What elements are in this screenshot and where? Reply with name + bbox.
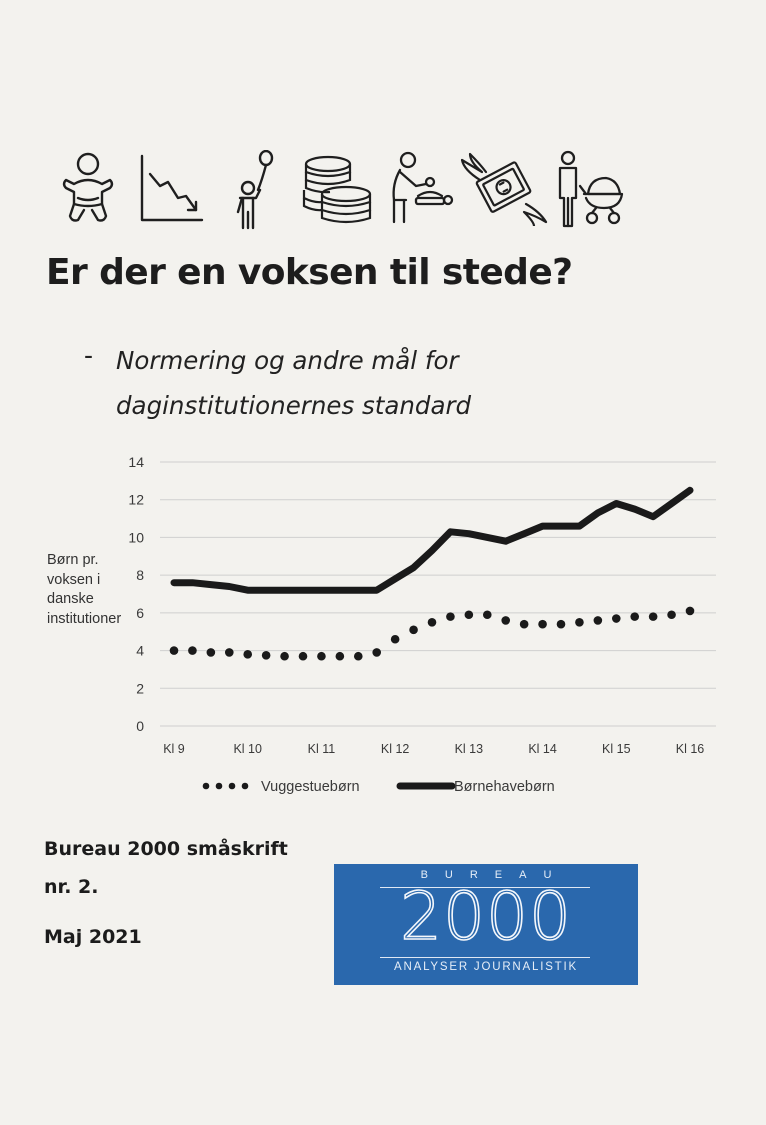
subtitle-line-1: Normering og andre mål for: [116, 346, 459, 375]
chart-y-ticks: [128, 454, 144, 734]
series-point-vuggestue: [354, 652, 363, 661]
series-point-vuggestue: [188, 646, 197, 655]
series-point-vuggestue: [262, 651, 271, 660]
series-point-vuggestue: [280, 652, 289, 661]
baby-icon: [60, 150, 116, 226]
y-tick-label: 10: [128, 529, 144, 546]
series-point-vuggestue: [372, 648, 381, 657]
legend-label-bornehave: Børnehavebørn: [454, 779, 555, 795]
legend-label-vuggestue: Vuggestuebørn: [261, 779, 360, 795]
series-point-vuggestue: [299, 652, 308, 661]
y-tick-label: 4: [136, 642, 144, 659]
series-point-vuggestue: [667, 610, 676, 619]
y-tick-label: 2: [136, 680, 144, 697]
series-point-vuggestue: [391, 635, 400, 644]
legend-marker-dotted: [216, 783, 223, 790]
series-point-vuggestue: [317, 652, 326, 661]
y-tick-label: 8: [136, 567, 144, 584]
diaper-changing-icon: [386, 150, 456, 226]
legend-marker-dotted: [229, 783, 236, 790]
series-point-vuggestue: [446, 612, 455, 621]
series-point-vuggestue: [612, 614, 621, 623]
series-point-vuggestue: [501, 616, 510, 625]
series-point-vuggestue: [575, 618, 584, 627]
flying-money-icon: [460, 150, 548, 226]
legend-marker-dotted: [203, 783, 210, 790]
chart-gridlines: [160, 462, 716, 726]
series-point-vuggestue: [465, 610, 474, 619]
series-point-vuggestue: [225, 648, 234, 657]
series-point-vuggestue: [594, 616, 603, 625]
logo-main-text: 2000: [400, 878, 572, 955]
declining-graph-icon: [138, 150, 204, 226]
parent-with-stroller-icon: [554, 150, 626, 230]
logo-rule-bottom: [380, 957, 590, 958]
legend-marker-dotted: [242, 783, 249, 790]
x-tick-label: Kl 11: [307, 742, 336, 756]
child-with-balloon-icon: [232, 150, 280, 230]
x-tick-label: Kl 10: [233, 742, 262, 756]
x-tick-label: Kl 15: [602, 742, 631, 756]
x-tick-label: Kl 9: [163, 742, 185, 756]
chart-x-ticks: [163, 742, 704, 756]
y-tick-label: 12: [128, 491, 144, 508]
icon-row: [60, 150, 630, 230]
series-point-vuggestue: [483, 610, 492, 619]
cover-title: Er der en voksen til stede?: [46, 252, 573, 293]
issue-number: nr. 2.: [44, 876, 99, 898]
x-tick-label: Kl 13: [454, 742, 484, 756]
chart-legend: [203, 779, 555, 795]
y-tick-label: 14: [128, 454, 144, 470]
x-tick-label: Kl 14: [528, 742, 557, 756]
bureau-2000-logo: [334, 864, 638, 985]
series-point-vuggestue: [170, 646, 179, 655]
coin-stacks-icon: [300, 150, 374, 226]
subtitle-line-2: daginstitutionernes standard: [116, 391, 472, 420]
series-point-vuggestue: [557, 620, 566, 629]
logo-bottom-text: ANALYSER JOURNALISTIK: [394, 961, 578, 973]
series-point-vuggestue: [243, 650, 252, 659]
y-label-line: voksen i: [47, 571, 101, 588]
series-point-vuggestue: [207, 648, 216, 657]
logo-top-text: BUREAU: [420, 869, 569, 881]
cover-subtitle: [116, 338, 636, 428]
series-point-vuggestue: [520, 620, 529, 629]
y-tick-label: 0: [136, 718, 144, 734]
series-point-vuggestue: [538, 620, 547, 629]
series-point-vuggestue: [630, 612, 639, 621]
line-chart: [0, 440, 766, 820]
x-tick-label: Kl 12: [380, 742, 410, 756]
series-point-vuggestue: [686, 607, 695, 616]
publication-date: Maj 2021: [44, 926, 142, 948]
x-tick-label: Kl 16: [675, 742, 705, 756]
series-point-vuggestue: [428, 618, 437, 627]
series-point-vuggestue: [649, 612, 658, 621]
series-point-vuggestue: [409, 626, 418, 635]
series-point-vuggestue: [336, 652, 345, 661]
y-tick-label: 6: [136, 604, 144, 621]
y-label-line: Børn pr.: [47, 552, 99, 568]
y-label-line: danske: [47, 591, 94, 607]
series-name: Bureau 2000 småskrift: [44, 838, 288, 860]
subtitle-dash: -: [84, 340, 93, 370]
y-label-line: institutioner: [47, 610, 122, 627]
